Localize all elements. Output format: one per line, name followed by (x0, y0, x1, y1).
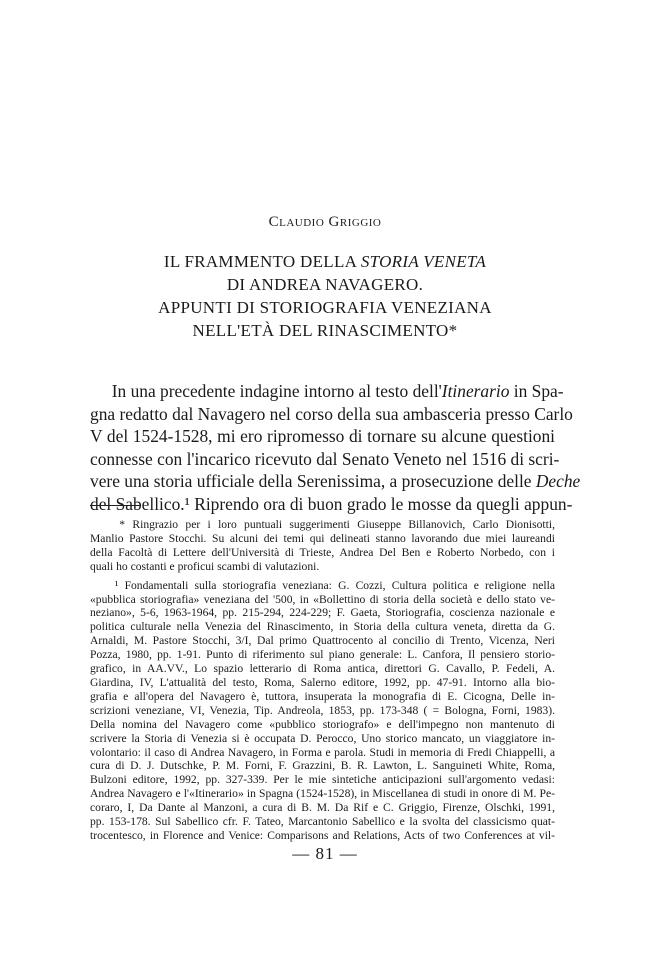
footnote-line: Giardina, IV, L'attualità del testo, Roma, Salerno editore, 1992, pp. 47-91. Intorno alla bio- (90, 675, 555, 689)
body-line: del Sabellico.¹ Riprendo ora di buon grado le mosse da quegli appun- (90, 493, 573, 514)
footnote-line: Manlio Pastore Stocchi. Su alcuni dei temi qui delineati stanno lavorando due miei laureandi (90, 531, 555, 545)
body-line: gna redatto dal Navagero nel corso della sua ambasceria presso Carlo (90, 403, 573, 424)
body-text (90, 380, 581, 516)
footnote-line: cura di D. J. Dutschke, P. M. Forni, F. Grazzini, B. R. Lawton, L. Sanguineti White, Roma, (90, 759, 555, 773)
footnote-line: scrivere la Storia di Venezia si è occupata D. Perocco, Uno storico mancato, un viaggiatore in- (90, 731, 555, 745)
footnote-line: Pozza, 1980, pp. 1-91. Punto di riferimento sul piano generale: L. Canfora, Il pensiero storio- (90, 648, 555, 662)
footnote-line: politica culturale nella Venezia del Rinascimento, in Storia della cultura veneta, diretta da G. (90, 620, 555, 634)
body-line: vere una storia ufficiale della Serenissima, a prosecuzione delle Deche (90, 471, 581, 492)
footnote-line: Arnaldi, M. Pastore Stocchi, 3/I, Dal primo Quattrocento al concilio di Trento, Vicenza, Neri (90, 634, 555, 648)
footnote-line: ¹ Fondamentali sulla storiografia veneziana: G. Cozzi, Cultura politica e religione nella (114, 578, 556, 592)
footnote-line: volontario: il caso di Andrea Navagero, in Forma e parola. Studi in memoria di Fredi Chiappelli, a (90, 745, 555, 759)
title-line: NELL'ETÀ DEL RINASCIMENTO* (192, 321, 458, 340)
footnote-line: Andrea Navagero e l'«Itinerario» in Spagna (1524-1528), in Miscellanea di studi in onore di M. Pe- (90, 787, 555, 801)
footnote-line: trocentesco, in Florence and Venice: Comparisons and Relations, Acts of two Conferences at vil- (90, 828, 555, 842)
footnote-line: Bulzoni editore, 1992, pp. 327-339. Per le mie sintetiche anticipazioni sull'argomento vedasi: (90, 773, 555, 787)
footnote-line: coraro, I, Da Dante al Manzoni, a cura di B. M. Da Rif e C. Griggio, Firenze, Olschki, 1991, (90, 801, 555, 815)
title-line: APPUNTI DI STORIOGRAFIA VENEZIANA (158, 298, 492, 317)
page-number: — 81 — (292, 844, 358, 863)
author-name: Claudio Griggio (268, 214, 382, 230)
footnote-line: neziano», 5-6, 1963-1964, pp. 215-294, 224-229; F. Gaeta, Storiografia, coscienza nazionale e (90, 606, 555, 620)
footnote-line: scrizioni veneziane, VI, Venezia, Tip. Andreola, 1853, pp. 173-348 ( = Bologna, Forni, 1983). (90, 703, 555, 717)
footnote-divider (90, 505, 140, 506)
footnote-line: «pubblica storiografia» veneziana del '500, in «Bollettino di storia della società e dello stato ve- (90, 592, 555, 606)
footnote-line: grafia e all'opera del Navagero è, tuttora, insuperata la monografia di E. Cicogna, Delle in- (90, 689, 555, 703)
body-line: In una precedente indagine intorno al testo dell'Itinerario in Spa- (90, 381, 564, 401)
footnote-line: Della nomina del Navagero come «pubblico storiografo» e dell'impegno non mantenuto di (90, 717, 555, 731)
footnotes (90, 518, 555, 843)
body-line: V del 1524-1528, mi ero ripromesso di tornare su alcune questioni (90, 426, 555, 447)
footnote-line: grafico, in AA.VV., Lo spazio letterario di Roma antica, direttori G. Cavallo, P. Fedeli, A. (90, 662, 555, 676)
title-line: IL FRAMMENTO DELLA STORIA VENETA (163, 252, 487, 271)
article-title (0, 250, 650, 342)
footnote-line: * Ringrazio per i loro puntuali suggerimenti Giuseppe Billanovich, Carlo Dionisotti, (119, 518, 555, 531)
footnote-line: della Facoltà di Lettere dell'Università di Trieste, Andrea Del Ben e Roberto Norbedo, con i (90, 545, 555, 559)
body-line: connesse con l'incarico ricevuto dal Senato Veneto nel 1516 di scri- (90, 448, 560, 469)
footnote-line: pp. 153-178. Sul Sabellico cfr. F. Tateo, Marcantonio Sabellico e la svolta del classicismo quat- (90, 815, 555, 829)
footnote-line: quali ho costanti e proficui scambi di valutazioni. (90, 559, 320, 573)
title-line: DI ANDREA NAVAGERO. (226, 275, 424, 294)
